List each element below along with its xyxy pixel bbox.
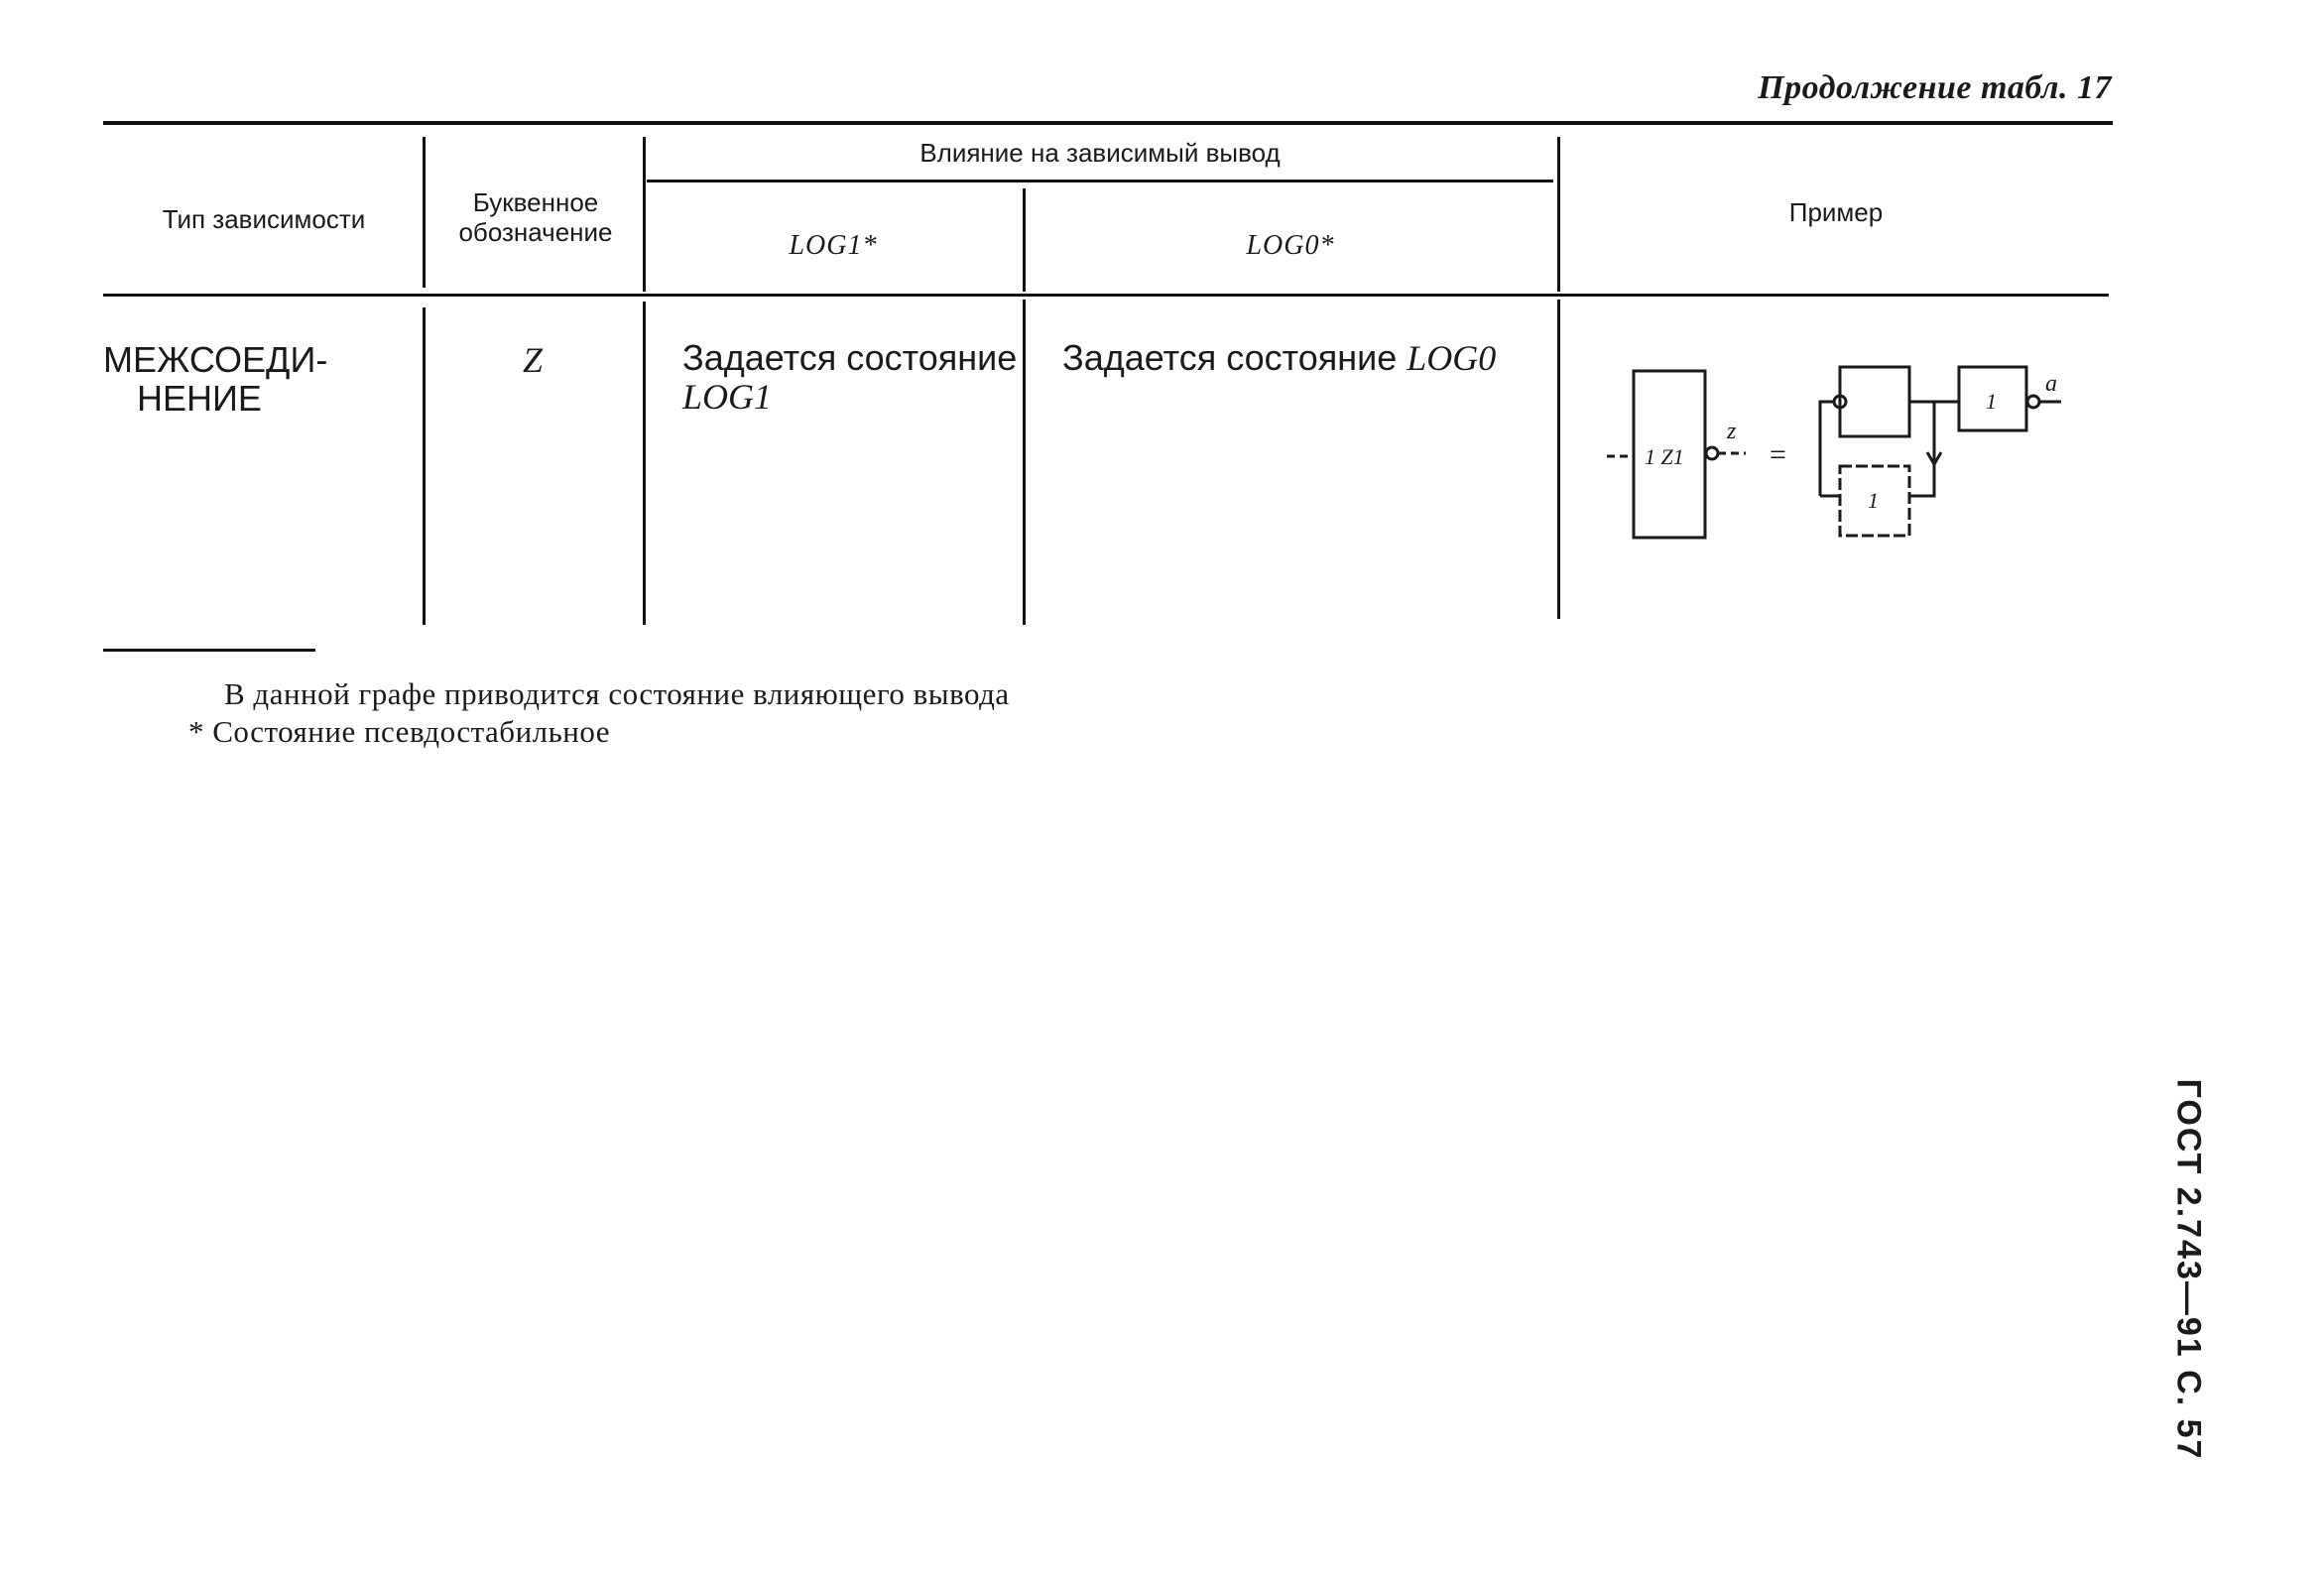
row-log1-value: LOG1: [682, 376, 773, 417]
left-element-label: 1 Z1: [1645, 444, 1684, 469]
upper-gate-box: [1840, 367, 1909, 436]
header-bottom-rule: [103, 294, 2109, 297]
upper-gate-output-wire: [1909, 402, 1934, 461]
header-influence: Влияние на зависимый вывод: [919, 138, 1281, 168]
footnote-rule: [103, 649, 315, 652]
column-divider-1: [423, 137, 426, 288]
header-letter-designation: Буквенное обозначение: [458, 187, 613, 247]
column-divider-2: [643, 137, 646, 292]
left-output-label: z: [1727, 419, 1737, 444]
row-log0-cell: [1062, 339, 1548, 378]
continuation-label: Продолжение табл. 17: [1758, 69, 2112, 106]
equals-sign: =: [1768, 438, 1788, 471]
header-dependency-type: Тип зависимости: [162, 204, 366, 234]
column-divider-3-body: [1023, 300, 1026, 625]
output-label: a: [2045, 371, 2057, 397]
row-dependency-type: МЕЖСОЕДИ-НЕНИЕ: [103, 339, 328, 419]
output-gate-label: 1: [1986, 389, 1997, 414]
column-divider-2-body: [643, 302, 646, 625]
header-log0: LOG0*: [1246, 230, 1335, 261]
gost-side-label-text: ГОСТ 2.743—91 С. 57: [2169, 1078, 2208, 1461]
output-inversion-icon: [2027, 396, 2039, 408]
left-output-inversion-icon: [1706, 447, 1718, 459]
subheader-rule: [647, 180, 1553, 182]
gost-side-label: [2168, 1032, 2208, 1508]
upper-gate-input-wire: [1820, 402, 1834, 496]
column-divider-3: [1023, 188, 1026, 292]
row-log1-cell: [682, 339, 1020, 417]
row-log0-text: Задается состояние: [1062, 337, 1398, 378]
header-log1: LOG1*: [789, 230, 878, 261]
example-diagram: [1587, 357, 2142, 555]
header-example: Пример: [1788, 197, 1884, 227]
footnote-2: * Состояние псевдостабильное: [188, 714, 610, 749]
row-letter-designation: Z: [522, 340, 544, 380]
column-divider-4: [1557, 137, 1560, 292]
lower-gate-output-wire: [1909, 461, 1934, 496]
row-log0-value: LOG0: [1407, 338, 1497, 378]
column-divider-4-body: [1557, 300, 1560, 619]
lower-gate-label: 1: [1868, 488, 1879, 513]
footnote-1: В данной графе приводится состояние влияющего вывода: [224, 676, 1010, 711]
table-top-rule: [103, 121, 2113, 125]
row-log1-text: Задается состояние: [682, 337, 1018, 378]
